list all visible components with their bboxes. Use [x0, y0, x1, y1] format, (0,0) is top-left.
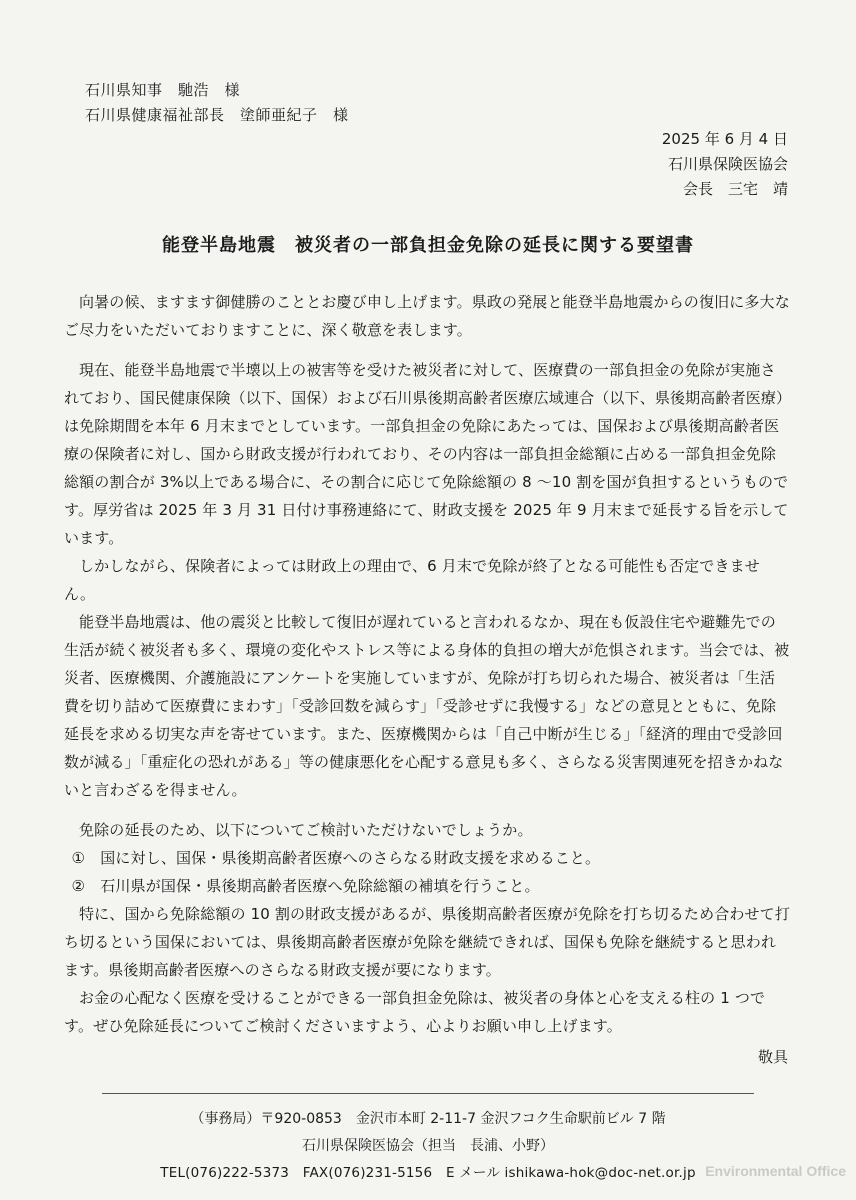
closing-remark: 敬具 [757, 1048, 788, 1066]
paragraph-final-request: お金の心配なく医療を受けることができる一部負担金免除は、被災者の身体と心を支える柱の 1 つです。ぜひ免除延長についてご検討くださいますよう、心よりお願い申し上げます。 [64, 989, 766, 1035]
document-date: 2025 年 6 月 4 日 [661, 130, 788, 148]
request-item-1: ① 国に対し、国保・県後期高齢者医療へのさらなる財政支援を求めること。 [71, 849, 601, 867]
paragraph-request-intro: 免除の延長のため、以下についてご検討いただけないでしょうか。 [79, 821, 533, 839]
sender-organization: 石川県保険医協会 [667, 155, 788, 173]
paragraph-greeting: 向暑の候、ますます御健勝のこととお慶び申し上げます。県政の発展と能登半島地震からの復旧に多大なご尽力をいただいておりますことに、深く敬意を表します。 [64, 293, 790, 339]
addressee-governor: 石川県知事 馳浩 様 [85, 81, 241, 99]
paragraph-concern: しかしながら、保険者によっては財政上の理由で、6 月末で免除が終了となる可能性も否定できません。 [64, 557, 760, 603]
office-address: （事務局）〒920-0853 金沢市本町 2-11-7 金沢フコク生命駅前ビル 7 階 [190, 1111, 666, 1127]
sender-block [662, 127, 788, 202]
addressee-block [85, 78, 349, 128]
scan-watermark: Environmental Office [705, 1163, 846, 1179]
sender-chair: 会長 三宅 靖 [682, 180, 788, 198]
addressee-director: 石川県健康福祉部長 塗師亜紀子 様 [85, 106, 349, 124]
request-item-2: ② 石川県が国保・県後期高齢者医療へ免除総額の補填を行うこと。 [71, 877, 540, 895]
contact-organization: 石川県保険医協会（担当 長浦、小野） [302, 1138, 554, 1154]
paragraph-current-status: 現在、能登半島地震で半壊以上の被害等を受けた被災者に対して、医療費の一部負担金の免除が実施されており、国民健康保険（以下、国保）および石川県後期高齢者医療広域連合（以下、県後期高齢者医療）は免除期間を本年 6 月末までとしています。一部負担金の免除にあたっては、国保および県後期高齢者医療の保険者に対し、国から財政支援が行われており、その内容は一部負担金総額に占める一部負担金免除総額の割合が 3%以上である場合に、その割合に応じて免除総額の 8 〜10 割を国が負担するというものです。厚労省は 2025 年 3 月 31 日付け事務連絡にて、財政支援を 2025 年 9 月末まで延長する旨を示しています。 [64, 361, 789, 547]
document-title: 能登半島地震 被災者の一部負担金免除の延長に関する要望書 [162, 235, 694, 256]
paragraph-emphasis: 特に、国から免除総額の 10 割の財政支援があるが、県後期高齢者医療が免除を打ち切るため合わせて打ち切るという国保においては、県後期高齢者医療が免除を継続できれば、国保も免除を継続すると思われます。県後期高齢者医療へのさらなる財政支援が要になります。 [64, 905, 790, 979]
document-body [64, 288, 790, 1040]
contact-numbers: TEL(076)222-5373 FAX(076)231-5156 E メール ishikawa-hok@doc-net.or.jp [160, 1165, 696, 1181]
paragraph-survey: 能登半島地震は、他の震災と比較して復旧が遅れていると言われるなか、現在も仮設住宅や避難先での生活が続く被災者も多く、環境の変化やストレス等による身体的負担の増大が危惧されます。当会では、被災者、医療機関、介護施設にアンケートを実施していますが、免除が打ち切られた場合、被災者は「生活費を切り詰めて医療費にまわす」「受診回数を減らす」「受診せずに我慢する」などの意見とともに、免除延長を求める切実な声を寄せています。また、医療機関からは「自己中断が生じる」「経済的理由で受診回数が減る」「重症化の恐れがある」等の健康悪化を心配する意見も多く、さらなる災害関連死を招きかねないと言わざるを得ません。 [64, 613, 790, 799]
footer-divider [102, 1093, 754, 1094]
